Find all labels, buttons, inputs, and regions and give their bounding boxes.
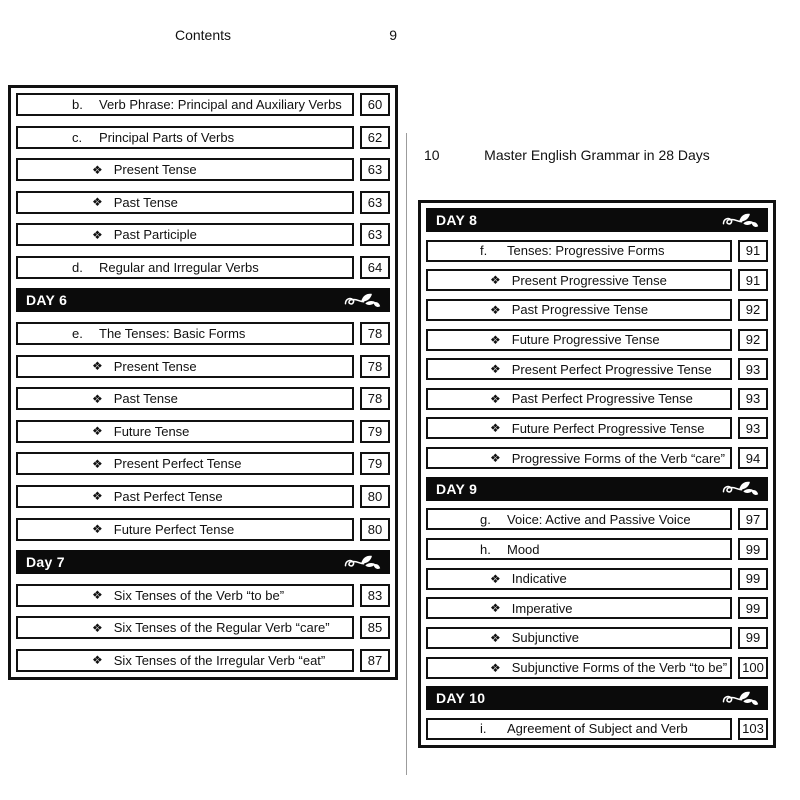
leaf-flourish-icon [343,292,381,309]
toc-item-text-box [426,388,732,410]
toc-item-page-number-box: 63 [360,158,390,181]
toc-item-label: Past Tense [113,194,178,210]
toc-item-label: Six Tenses of the Verb “to be” [113,587,285,603]
toc-item-text-box [16,126,354,149]
day-header-bar [16,288,390,312]
toc-item-text-box [426,538,732,560]
toc-item-text-box [16,256,354,279]
toc-item-label: Past Progressive Tense [511,302,649,318]
diamond-bullet-icon: ❖ [92,195,103,210]
left-page-title: Contents [174,27,232,43]
item-letter-prefix: i. [480,721,487,737]
diamond-bullet-icon: ❖ [92,391,103,406]
toc-item-row [16,191,390,214]
toc-item-page-number-box: 92 [738,329,768,351]
toc-item-text-box [16,387,354,410]
toc-item-row [16,93,390,116]
toc-item-text-box [426,508,732,530]
day-header-bar [426,477,768,501]
diamond-bullet-icon: ❖ [490,601,501,616]
toc-item-row [426,627,768,649]
diamond-bullet-icon: ❖ [490,451,501,466]
item-letter-prefix: d. [72,259,83,275]
toc-item-label: Present Perfect Progressive Tense [511,361,712,377]
toc-item-label: Six Tenses of the Regular Verb “care” [113,620,330,636]
toc-item-row [16,420,390,443]
item-letter-prefix: h. [480,541,491,557]
item-letter-prefix: f. [480,243,488,259]
toc-item-label: Future Perfect Tense [113,521,235,537]
toc-item-text-box [16,420,354,443]
right-toc-box [418,200,776,748]
toc-item-page-number-box: 60 [360,93,390,116]
toc-item-text-box [426,657,732,679]
diamond-bullet-icon: ❖ [490,660,501,675]
toc-item-text-box [426,718,732,740]
toc-item-row [426,447,768,469]
diamond-bullet-icon: ❖ [490,332,501,347]
toc-item-page-number-box: 99 [738,568,768,590]
toc-item-row [16,126,390,149]
toc-item-row [426,358,768,380]
toc-item-page-number-box: 93 [738,417,768,439]
item-letter-prefix: c. [72,129,83,145]
leaf-flourish-icon [721,690,759,707]
diamond-bullet-icon: ❖ [92,489,103,504]
toc-item-label: Subjunctive Forms of the Verb “to be” [511,660,728,676]
toc-item-row [16,649,390,672]
toc-item-label: Progressive Forms of the Verb “care” [511,450,725,466]
toc-item-label: Regular and Irregular Verbs [99,259,259,275]
diamond-bullet-icon: ❖ [92,227,103,242]
toc-item-text-box [16,616,354,639]
toc-item-text-box [16,518,354,541]
left-page-number: 9 [389,27,397,43]
toc-item-text-box [426,597,732,619]
toc-item-label: Present Tense [113,162,197,178]
toc-item-page-number-box: 93 [738,388,768,410]
toc-item-row [16,256,390,279]
diamond-bullet-icon: ❖ [490,391,501,406]
toc-item-label: Past Perfect Progressive Tense [511,391,693,407]
toc-item-text-box [16,322,354,345]
diamond-bullet-icon: ❖ [490,362,501,377]
toc-item-label: Present Perfect Tense [113,456,242,472]
toc-item-page-number-box: 94 [738,447,768,469]
right-page-number: 10 [424,147,440,163]
diamond-bullet-icon: ❖ [490,421,501,436]
toc-item-page-number-box: 99 [738,627,768,649]
toc-item-text-box [426,329,732,351]
toc-item-page-number-box: 80 [360,485,390,508]
toc-item-label: Past Tense [113,391,178,407]
toc-item-row [16,158,390,181]
item-letter-prefix: e. [72,326,83,342]
toc-item-text-box [16,158,354,181]
item-letter-prefix: b. [72,97,83,112]
day-label: DAY 6 [26,292,68,309]
toc-item-row [426,269,768,291]
toc-item-row [426,508,768,530]
toc-item-row [16,584,390,607]
toc-item-label: Verb Phrase: Principal and Auxiliary Verbs [99,97,342,112]
toc-item-label: Present Progressive Tense [511,272,667,288]
toc-item-page-number-box: 91 [738,240,768,262]
toc-item-page-number-box: 64 [360,256,390,279]
leaf-flourish-icon [721,480,759,497]
left-page-header [8,27,398,43]
toc-item-label: Future Progressive Tense [511,332,660,348]
diamond-bullet-icon: ❖ [92,456,103,471]
toc-item-page-number-box: 93 [738,358,768,380]
toc-item-row [426,329,768,351]
toc-item-text-box [426,269,732,291]
toc-item-text-box [426,627,732,649]
diamond-bullet-icon: ❖ [490,302,501,317]
toc-item-label: Indicative [511,571,567,587]
leaf-flourish-icon [343,554,381,571]
toc-item-row [16,322,390,345]
diamond-bullet-icon: ❖ [490,571,501,586]
toc-item-label: Future Tense [113,423,190,439]
toc-item-text-box [16,93,354,116]
toc-item-page-number-box: 100 [738,657,768,679]
toc-item-row [16,452,390,475]
toc-item-row [426,718,768,740]
toc-item-page-number-box: 78 [360,387,390,410]
toc-item-text-box [16,485,354,508]
toc-item-row [426,388,768,410]
toc-item-page-number-box: 78 [360,322,390,345]
day-label: DAY 10 [436,690,486,707]
toc-item-label: Six Tenses of the Irregular Verb “eat” [113,652,326,668]
page-edge-divider [406,133,407,775]
toc-item-label: Voice: Active and Passive Voice [507,511,691,527]
toc-item-page-number-box: 103 [738,718,768,740]
toc-item-row [426,538,768,560]
toc-item-text-box [426,358,732,380]
right-page-title: Master English Grammar in 28 Days [484,147,710,163]
day-header-bar [426,686,768,710]
toc-item-text-box [426,447,732,469]
toc-item-row [426,299,768,321]
toc-item-row [16,223,390,246]
toc-item-row [426,417,768,439]
diamond-bullet-icon: ❖ [490,630,501,645]
toc-item-row [16,387,390,410]
day-header-bar [16,550,390,574]
toc-item-text-box [16,223,354,246]
diamond-bullet-icon: ❖ [92,162,103,177]
toc-item-row [426,240,768,262]
toc-item-page-number-box: 62 [360,126,390,149]
right-page-header [418,147,776,163]
toc-item-text-box [16,191,354,214]
toc-item-label: Subjunctive [511,630,579,646]
toc-item-text-box [426,417,732,439]
toc-item-label: Imperative [511,600,573,616]
diamond-bullet-icon: ❖ [92,588,103,603]
toc-item-label: Tenses: Progressive Forms [507,243,665,259]
item-letter-prefix: g. [480,511,491,527]
toc-item-page-number-box: 92 [738,299,768,321]
day-header-bar [426,208,768,232]
toc-item-label: Future Perfect Progressive Tense [511,420,705,436]
toc-item-text-box [16,355,354,378]
left-toc-box [8,85,398,680]
diamond-bullet-icon: ❖ [92,424,103,439]
toc-item-row [426,568,768,590]
toc-item-page-number-box: 79 [360,452,390,475]
diamond-bullet-icon: ❖ [92,620,103,635]
toc-item-label: Present Tense [113,358,197,374]
toc-item-text-box [16,584,354,607]
toc-item-page-number-box: 97 [738,508,768,530]
toc-item-label: The Tenses: Basic Forms [99,326,246,342]
toc-item-page-number-box: 99 [738,538,768,560]
toc-item-page-number-box: 99 [738,597,768,619]
toc-item-row [426,657,768,679]
toc-item-label: Past Participle [113,227,197,243]
toc-item-page-number-box: 87 [360,649,390,672]
toc-item-page-number-box: 78 [360,355,390,378]
diamond-bullet-icon: ❖ [490,273,501,288]
toc-item-text-box [426,568,732,590]
toc-item-row [16,485,390,508]
day-label: DAY 9 [436,480,478,497]
day-label: Day 7 [26,554,65,571]
toc-item-label: Principal Parts of Verbs [99,129,235,145]
toc-item-page-number-box: 85 [360,616,390,639]
toc-item-page-number-box: 63 [360,191,390,214]
toc-item-page-number-box: 83 [360,584,390,607]
day-label: DAY 8 [436,212,478,228]
toc-item-page-number-box: 63 [360,223,390,246]
toc-item-text-box [16,649,354,672]
toc-item-page-number-box: 91 [738,269,768,291]
toc-item-label: Past Perfect Tense [113,488,223,504]
toc-item-row [16,518,390,541]
diamond-bullet-icon: ❖ [92,522,103,537]
toc-item-row [426,597,768,619]
toc-item-label: Mood [507,541,540,557]
toc-item-text-box [426,299,732,321]
toc-item-label: Agreement of Subject and Verb [507,721,688,737]
toc-item-text-box [426,240,732,262]
leaf-flourish-icon [721,212,759,229]
toc-item-page-number-box: 79 [360,420,390,443]
toc-item-row [16,355,390,378]
diamond-bullet-icon: ❖ [92,359,103,374]
toc-item-text-box [16,452,354,475]
diamond-bullet-icon: ❖ [92,653,103,668]
toc-item-row [16,616,390,639]
toc-item-page-number-box: 80 [360,518,390,541]
